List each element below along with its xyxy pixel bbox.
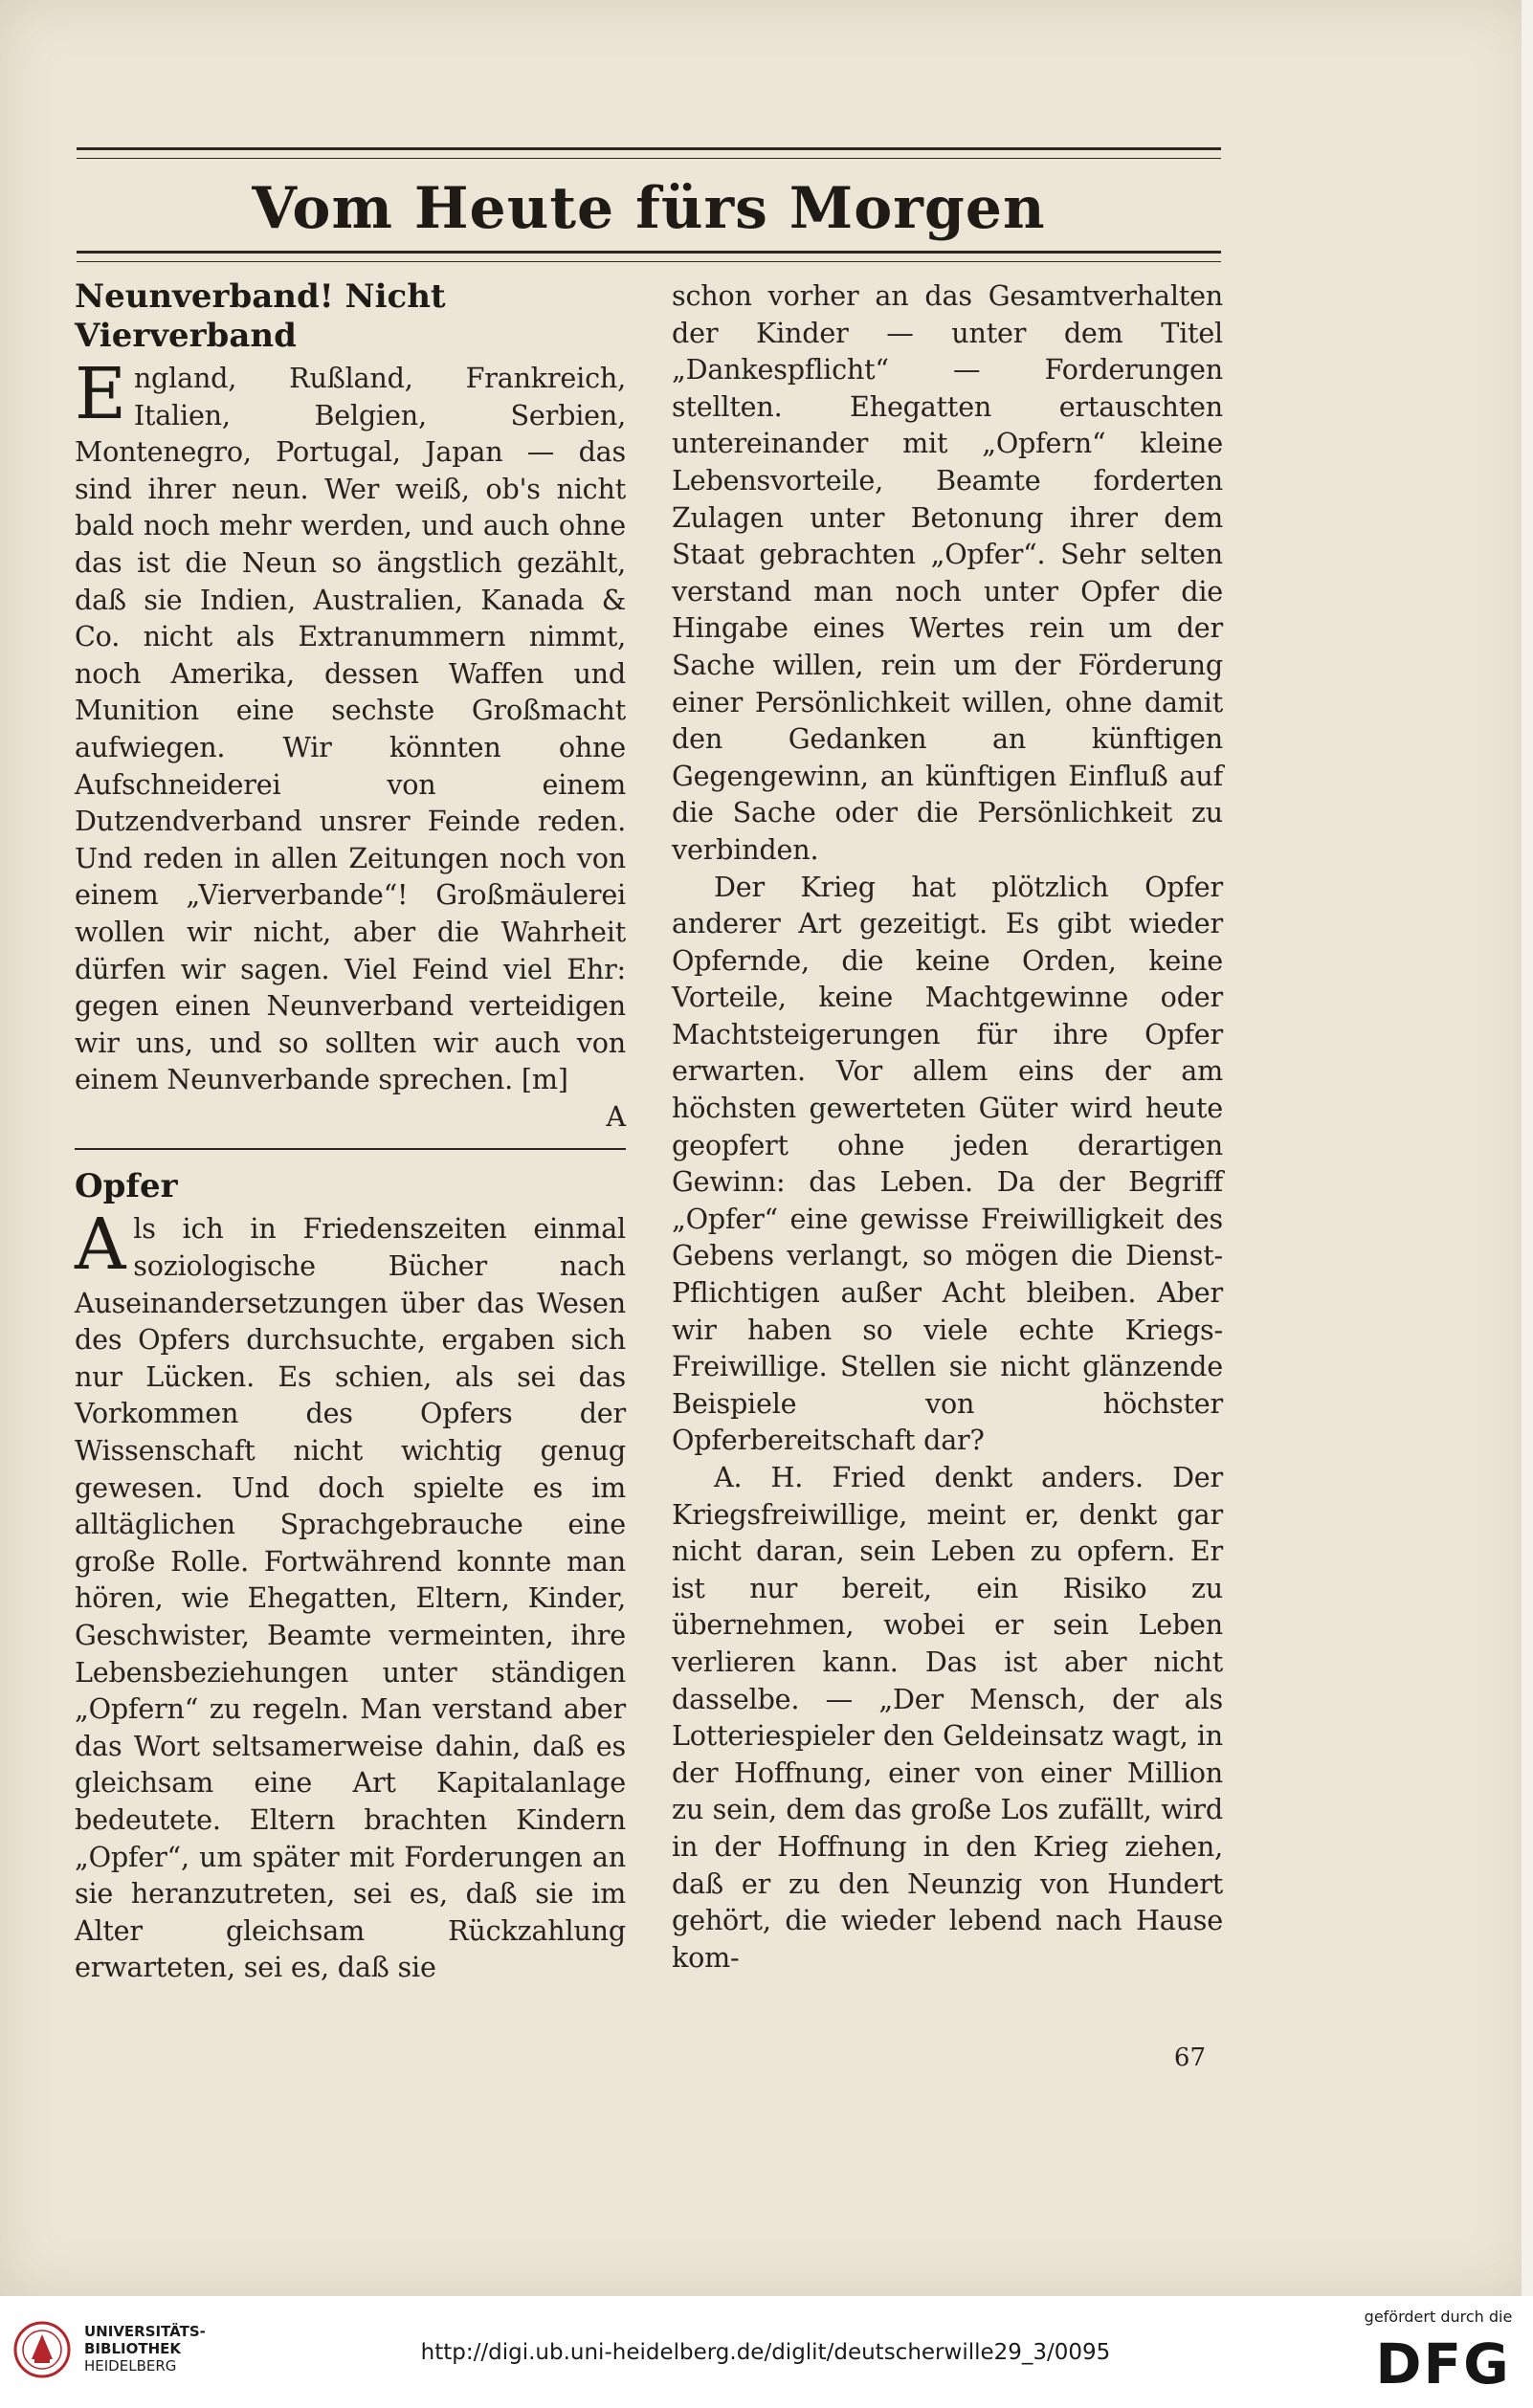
- university-library-seal-icon: [13, 2317, 71, 2384]
- article-paragraph: A. H. Fried denkt anders. Der Kriegsfreiwillige, meint er, denkt gar nicht daran, sein Leben zu opfern. Er ist nur bereit, ein Risiko zu übernehmen, wobei er sein Leben verlieren kann. Das ist aber nicht dasselbe. — „Der Mensch, der als Lotteriespieler den Geldeinsatz wagt, in der Hoffnung, einer von einer Million zu sein, dem das große Los zufällt, wird in der Hoffnung in den Krieg ziehen, daß er zu den Neunzig von Hundert gehört, die wieder lebend nach Hause kom-: [672, 1461, 1223, 1974]
- column-right: [672, 277, 1223, 1976]
- library-name: UNIVERSITÄTS- BIBLIOTHEK HEIDELBERG: [84, 2323, 206, 2375]
- dfg-logo: DFG: [1375, 2331, 1511, 2397]
- article-paragraph: Als ich in Friedenszeiten einmal soziologische Bücher nach Auseinandersetzungen über das Wesen des Opfers durchsuchte, ergaben sich nur Lücken. Es schien, als sei das Vorkommen des Opfers der Wissenschaft nicht wichtig genug gewesen. Und doch spielte es im alltäglichen Sprachgebrauche eine große Rolle. Fortwährend konnte man hören, wie Ehegatten, Eltern, Kinder, Geschwister, Beamte vermeinten, ihre Lebensbeziehungen unter ständigen „Opfern“ zu regeln. Man verstand aber das Wort seltsamerweise dahin, daß es gleichsam eine Art Kapitalanlage bedeutete. Eltern brachten Kindern „Opfer“, um später mit Forderungen an sie heranzutreten, sei es, daß sie im Alter gleichsam Rückzahlung erwarteten, sei es, daß sie: [75, 1204, 626, 1984]
- drop-cap: A: [75, 1204, 126, 1287]
- article-heading-neunverband: Neunverband! Nicht Vierverband: [75, 277, 446, 355]
- page-number: 67: [1173, 2043, 1206, 2072]
- article-heading-opfer: Opfer: [75, 1167, 178, 1206]
- article-signature: A: [606, 1099, 626, 1133]
- scan-margin: [1522, 0, 1533, 2296]
- article-paragraph: Der Krieg hat plötzlich Opfer anderer Art gezeitigt. Es gibt wieder Opfernde, die keine Orden, keine Vorteile, keine Machtgewinne oder Machtsteigerungen für ihre Opfer erwarten. Vor allem eins der am höchsten gewerteten Güter wird heute geopfert ohne jeden derartigen Gewinn: das Leben. Da der Begriff „Opfer“ eine gewisse Freiwilligkeit des Gebens verlangt, so mögen die Dienst-Pflichtigen außer Acht bleiben. Aber wir haben so viele echte Kriegs-Freiwillige. Stellen sie nicht glänzende Beispiele von höchster Opferbereitschaft dar?: [672, 870, 1223, 1457]
- article-paragraph: schon vorher an das Gesamtverhalten der Kinder — unter dem Titel „Dankespflicht“ — Forderungen stellten. Ehegatten ertauschten untereinander mit „Opfern“ kleine Lebensvorteile, Beamte forderten Zulagen unter Betonung ihrer dem Staat gebrachten „Opfer“. Sehr selten verstand man noch unter Opfer die Hingabe eines Wertes rein um der Sache willen, rein um der Förderung einer Persönlichkeit willen, ohne damit den Gedanken an künftigen Gegengewinn, an künftigen Einfluß auf die Sache oder die Persönlichkeit zu verbinden.: [672, 279, 1223, 866]
- section-divider: [75, 1148, 626, 1150]
- title-rule-top: [77, 147, 1221, 159]
- article-body-neunverband: England, Rußland, Frankreich, Italien, Belgien, Serbien, Montenegro, Portugal, Japan — das sind ihrer neun. Wer weiß, ob's nicht bald noch mehr werden, und auch ohne das ist die Neun so ängstlich gezählt, daß sie Indien, Australien, Kanada & Co. nicht als Extranummern nimmt, noch Amerika, dessen Waffen und Munition eine sechste Großmacht aufwiegen. Wir könnten ohne Aufschneiderei von einem Dutzendverband unsrer Feinde reden. Und reden in allen Zeitungen noch von einem „Vierverbande“! Großmäulerei wollen wir nicht, aber die Wahrheit dürfen wir sagen. Viel Feind viel Ehr: gegen einen Neunverband verteidigen wir uns, und so sollten wir auch von einem Neunverbande sprechen. [m]: [75, 353, 626, 1096]
- title-rule-bottom: [77, 251, 1221, 262]
- drop-cap: E: [75, 353, 126, 435]
- funding-note: gefördert durch die: [1364, 2308, 1513, 2326]
- page-title: Vom Heute fürs Morgen: [252, 175, 1046, 242]
- permalink[interactable]: http://digi.ub.uni-heidelberg.de/diglit/deutscherwille29_3/0095: [420, 2340, 1111, 2365]
- column-left: [75, 277, 626, 1986]
